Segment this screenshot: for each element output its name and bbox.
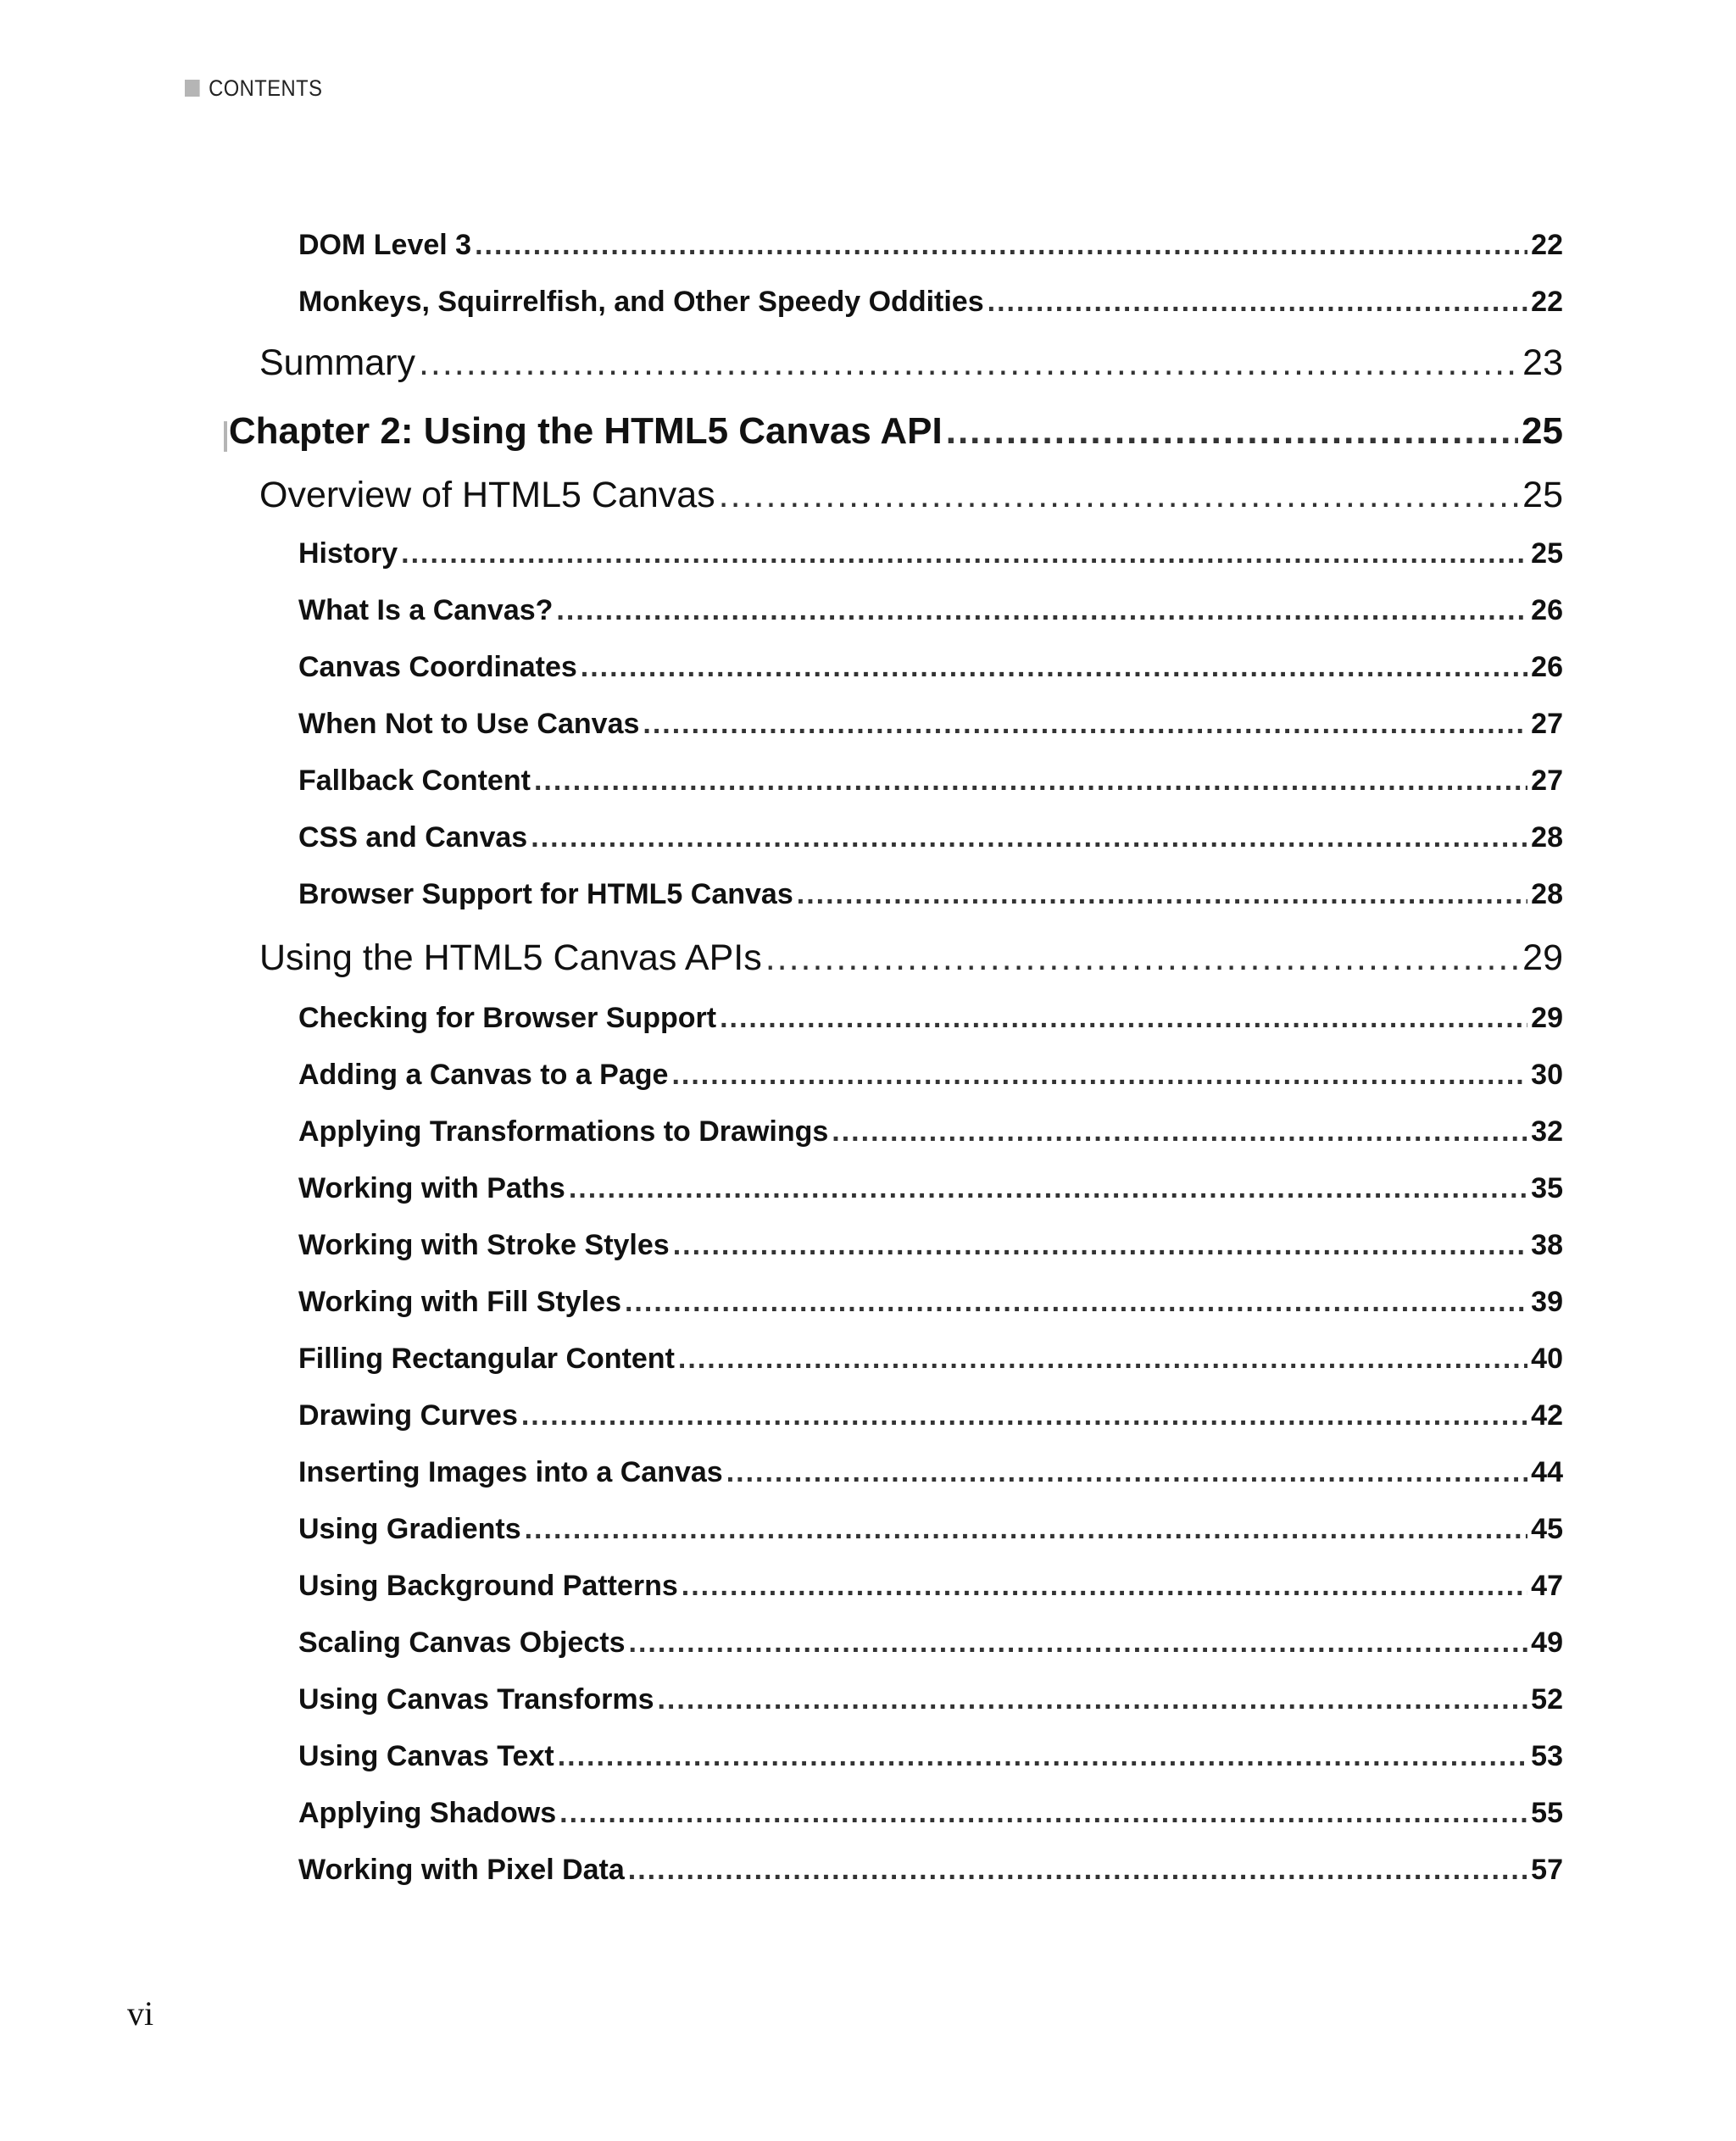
toc-entry-page-number: 29 bbox=[1531, 1002, 1563, 1034]
toc-entry-page-number: 26 bbox=[1531, 594, 1563, 626]
toc-entry-title: History bbox=[298, 537, 398, 570]
toc-entry-page-number: 27 bbox=[1531, 765, 1563, 797]
toc-subsection-entry[interactable] bbox=[298, 1854, 1563, 1896]
toc-entry-title: Drawing Curves bbox=[298, 1399, 518, 1432]
toc-subsection-entry[interactable] bbox=[298, 594, 1563, 637]
toc-entry-title: CSS and Canvas bbox=[298, 821, 528, 854]
dot-leader bbox=[628, 1854, 1527, 1887]
toc-entry-title: Chapter 2: Using the HTML5 Canvas API bbox=[228, 410, 943, 452]
toc-entry-title: Working with Pixel Data bbox=[298, 1854, 625, 1886]
dot-leader bbox=[559, 1797, 1527, 1830]
toc-subsection-entry[interactable] bbox=[298, 821, 1563, 864]
toc-subsection-entry[interactable] bbox=[298, 1343, 1563, 1385]
toc-section-entry[interactable] bbox=[259, 475, 1563, 526]
toc-subsection-entry[interactable] bbox=[298, 1059, 1563, 1101]
toc-entry-title: Using Canvas Transforms bbox=[298, 1683, 654, 1716]
dot-leader bbox=[521, 1399, 1527, 1432]
toc-entry-page-number: 35 bbox=[1531, 1172, 1563, 1204]
toc-entry-page-number: 25 bbox=[1531, 537, 1563, 570]
toc-entry-page-number: 32 bbox=[1531, 1115, 1563, 1148]
dot-leader bbox=[726, 1456, 1527, 1489]
toc-entry-page-number: 23 bbox=[1522, 342, 1563, 383]
toc-entry-page-number: 28 bbox=[1531, 878, 1563, 910]
toc-entry-title: Browser Support for HTML5 Canvas bbox=[298, 878, 793, 910]
toc-subsection-entry[interactable] bbox=[298, 1513, 1563, 1555]
toc-entry-title: Working with Fill Styles bbox=[298, 1286, 621, 1318]
toc-subsection-entry[interactable] bbox=[298, 1172, 1563, 1215]
dot-leader bbox=[720, 1002, 1527, 1035]
dot-leader bbox=[673, 1229, 1527, 1262]
toc-subsection-entry[interactable] bbox=[298, 1797, 1563, 1839]
toc-entry-title: Monkeys, Squirrelfish, and Other Speedy Oddities bbox=[298, 286, 984, 318]
dot-leader bbox=[531, 821, 1527, 854]
toc-entry-title: What Is a Canvas? bbox=[298, 594, 554, 626]
page-folio: vi bbox=[127, 1994, 154, 2033]
toc-entry-title: Using Background Patterns bbox=[298, 1570, 678, 1602]
toc-entry-page-number: 28 bbox=[1531, 821, 1563, 854]
toc-entry-title: Adding a Canvas to a Page bbox=[298, 1059, 669, 1091]
toc-entry-title: Working with Stroke Styles bbox=[298, 1229, 670, 1261]
dot-leader bbox=[678, 1343, 1527, 1376]
toc-subsection-entry[interactable] bbox=[298, 878, 1563, 920]
dot-leader bbox=[581, 651, 1527, 684]
dot-leader bbox=[797, 878, 1527, 911]
dot-leader bbox=[556, 594, 1527, 627]
toc-entry-page-number: 42 bbox=[1531, 1399, 1563, 1432]
toc-entry-page-number: 25 bbox=[1522, 475, 1563, 515]
toc-subsection-entry[interactable] bbox=[298, 1286, 1563, 1328]
toc-chapter-entry[interactable] bbox=[224, 410, 1563, 463]
dot-leader bbox=[657, 1683, 1527, 1716]
dot-leader bbox=[534, 765, 1527, 798]
toc-subsection-entry[interactable] bbox=[298, 1002, 1563, 1044]
toc-entry-title: Inserting Images into a Canvas bbox=[298, 1456, 723, 1488]
toc-subsection-entry[interactable] bbox=[298, 1399, 1563, 1442]
toc-subsection-entry[interactable] bbox=[298, 1570, 1563, 1612]
toc-entry-page-number: 40 bbox=[1531, 1343, 1563, 1375]
dot-leader bbox=[946, 410, 1518, 453]
toc-entry-page-number: 38 bbox=[1531, 1229, 1563, 1261]
toc-entry-page-number: 53 bbox=[1531, 1740, 1563, 1772]
dot-leader bbox=[401, 537, 1527, 570]
toc-entry-title: Using Canvas Text bbox=[298, 1740, 554, 1772]
toc-entry-page-number: 44 bbox=[1531, 1456, 1563, 1488]
toc-entry-title: Working with Paths bbox=[298, 1172, 565, 1204]
toc-subsection-entry[interactable] bbox=[298, 1229, 1563, 1271]
dot-leader bbox=[643, 708, 1527, 741]
toc-entry-page-number: 39 bbox=[1531, 1286, 1563, 1318]
toc-subsection-entry[interactable] bbox=[298, 1627, 1563, 1669]
toc-entry-title: Summary bbox=[259, 342, 415, 383]
chapter-square-icon bbox=[224, 421, 227, 452]
dot-leader bbox=[719, 475, 1519, 516]
toc-entry-title: DOM Level 3 bbox=[298, 229, 472, 261]
toc-subsection-entry[interactable] bbox=[298, 1683, 1563, 1726]
toc-section-entry[interactable] bbox=[259, 937, 1563, 988]
toc-subsection-entry[interactable] bbox=[298, 537, 1563, 580]
toc-subsection-entry[interactable] bbox=[298, 229, 1563, 271]
dot-leader bbox=[671, 1059, 1527, 1092]
toc-entry-page-number: 22 bbox=[1531, 229, 1563, 261]
toc-entry-title: Filling Rectangular Content bbox=[298, 1343, 675, 1375]
dot-leader bbox=[558, 1740, 1527, 1773]
dot-leader bbox=[682, 1570, 1527, 1603]
toc-entry-title: Canvas Coordinates bbox=[298, 651, 577, 683]
toc-entry-page-number: 30 bbox=[1531, 1059, 1563, 1091]
toc-entry-title: When Not to Use Canvas bbox=[298, 708, 640, 740]
dot-leader bbox=[988, 286, 1528, 319]
toc-entry-page-number: 26 bbox=[1531, 651, 1563, 683]
toc-entry-page-number: 22 bbox=[1531, 286, 1563, 318]
toc-subsection-entry[interactable] bbox=[298, 1115, 1563, 1158]
toc-entry-title: Using the HTML5 Canvas APIs bbox=[259, 937, 762, 978]
toc-subsection-entry[interactable] bbox=[298, 708, 1563, 750]
dot-leader bbox=[625, 1286, 1527, 1319]
toc-entry-page-number: 25 bbox=[1522, 410, 1563, 452]
toc-entry-page-number: 29 bbox=[1522, 937, 1563, 978]
toc-section-entry[interactable] bbox=[259, 342, 1563, 393]
toc-entry-page-number: 45 bbox=[1531, 1513, 1563, 1545]
toc-entry-page-number: 27 bbox=[1531, 708, 1563, 740]
dot-leader bbox=[569, 1172, 1527, 1205]
running-head-label: CONTENTS bbox=[209, 75, 323, 101]
toc-subsection-entry[interactable] bbox=[298, 765, 1563, 807]
toc-entry-page-number: 57 bbox=[1531, 1854, 1563, 1886]
toc-entry-page-number: 47 bbox=[1531, 1570, 1563, 1602]
toc-entry-title: Using Gradients bbox=[298, 1513, 521, 1545]
dot-leader bbox=[765, 937, 1519, 979]
toc-entry-title: Scaling Canvas Objects bbox=[298, 1627, 626, 1659]
toc-entry-title: Applying Transformations to Drawings bbox=[298, 1115, 829, 1148]
dot-leader bbox=[475, 229, 1527, 262]
toc-subsection-entry[interactable] bbox=[298, 286, 1563, 328]
toc-entry-title: Checking for Browser Support bbox=[298, 1002, 717, 1034]
toc-entry-page-number: 52 bbox=[1531, 1683, 1563, 1716]
toc-entry-title: Fallback Content bbox=[298, 765, 531, 797]
toc-subsection-entry[interactable] bbox=[298, 651, 1563, 693]
toc-subsection-entry[interactable] bbox=[298, 1740, 1563, 1782]
dot-leader bbox=[419, 342, 1519, 384]
toc-entry-page-number: 55 bbox=[1531, 1797, 1563, 1829]
dot-leader bbox=[832, 1115, 1527, 1148]
dot-leader bbox=[525, 1513, 1528, 1546]
toc-entry-title: Applying Shadows bbox=[298, 1797, 557, 1829]
toc-entry-page-number: 49 bbox=[1531, 1627, 1563, 1659]
dot-leader bbox=[629, 1627, 1528, 1660]
toc-entry-title: Overview of HTML5 Canvas bbox=[259, 475, 715, 515]
toc-subsection-entry[interactable] bbox=[298, 1456, 1563, 1499]
